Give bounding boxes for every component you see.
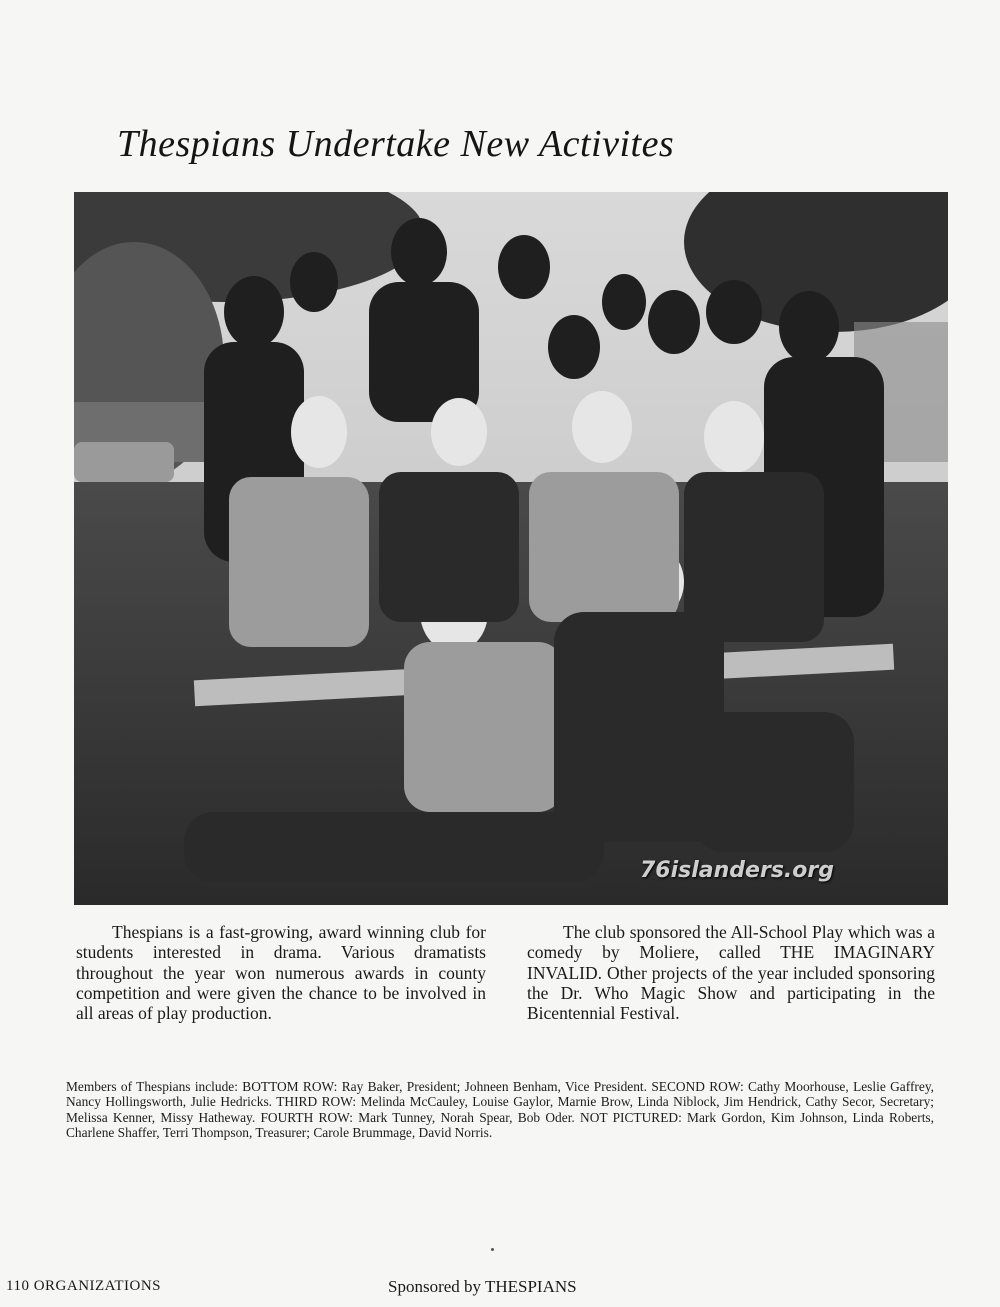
sponsor-line: Sponsored by THESPIANS <box>388 1277 577 1296</box>
paragraph-left <box>76 922 486 1023</box>
group-photo <box>74 192 948 905</box>
page-folio: 110 ORGANIZATIONS <box>6 1278 162 1294</box>
page-title: Thespians Undertake New Activites <box>117 123 675 165</box>
paragraph-left-text: Thespians is a fast-growing, award winning club for students interested in drama. Various dramatists throughout the year won numerous awards in county competition and were given the chance to be involved in all areas of play production. <box>76 922 486 1024</box>
members-caption: Members of Thespians include: BOTTOM ROW: Ray Baker, President; Johneen Benham, Vice President. SECOND ROW: Cathy Moorhouse, Leslie Gaffrey, Nancy Hollingsworth, Julie Hedricks. THIRD ROW: Melinda McCauley, Louise Gaylor, Marnie Brow, Linda Niblock, Jim Hendrick, Cathy Secor, Secretary; Melissa Kenner, Missy Hatheway. FOURTH ROW: Mark Tunney, Norah Spear, Bob Oder. NOT PICTURED: Mark Gordon, Kim Johnson, Linda Roberts, Charlene Shaffer, Terri Thompson, Treasurer; Carole Brummage, David Norris. <box>66 1079 934 1140</box>
group-photo-image <box>74 192 948 905</box>
print-speck <box>491 1248 494 1251</box>
paragraph-right <box>527 922 935 1023</box>
paragraph-right-text: The club sponsored the All-School Play which was a comedy by Moliere, called THE IMAGINARY INVALID. Other projects of the year included sponsoring the Dr. Who Magic Show and participating in the Bicentennial Festival. <box>527 922 935 1024</box>
watermark: 76islanders.org <box>640 858 834 883</box>
